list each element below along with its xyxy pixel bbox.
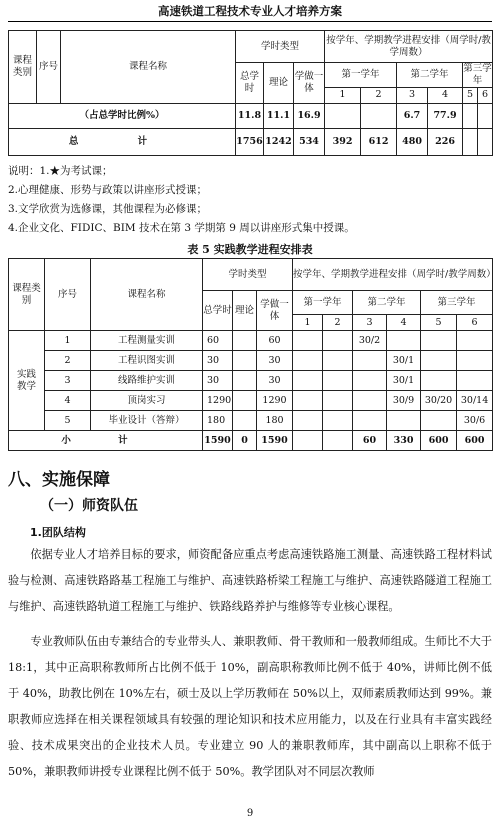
note-3: 3.文学欣赏为选修课，其他课程为必修课； — [8, 203, 208, 215]
semester-cell — [293, 371, 323, 391]
practice-hours-cell: 1290 — [257, 391, 293, 411]
header-course-name: 课程名称 — [61, 31, 236, 104]
theory-hours-cell — [233, 351, 257, 371]
semester-cell — [421, 411, 457, 431]
subtotal-row — [9, 431, 493, 451]
table-row — [9, 411, 493, 431]
semester-cell: 30/9 — [387, 391, 421, 411]
course-name-cell: 线路维护实训 — [91, 371, 203, 391]
table-row — [9, 371, 493, 391]
semester-cell — [323, 371, 353, 391]
semester-cell: 30/1 — [387, 371, 421, 391]
semester-6: 6 — [478, 87, 493, 103]
table-row — [9, 331, 493, 351]
semester-cell — [293, 411, 323, 431]
no-cell: 4 — [45, 391, 91, 411]
total-s4: 226 — [428, 128, 463, 155]
theory-hours-cell — [233, 331, 257, 351]
header-hours-type: 学时类型 — [236, 31, 325, 63]
practice-hours-cell: 60 — [257, 331, 293, 351]
ratio-total: 11.8 — [236, 103, 264, 128]
subtotal-practice: 1590 — [257, 431, 293, 451]
ratio-s1 — [325, 103, 361, 128]
total-hours-cell: 30 — [203, 371, 233, 391]
semester-cell — [323, 391, 353, 411]
semester-cell — [293, 331, 323, 351]
semester-2: 2 — [361, 87, 397, 103]
total-s5 — [463, 128, 478, 155]
total-hours-cell: 1290 — [203, 391, 233, 411]
total-hours-cell: 30 — [203, 351, 233, 371]
semester-4: 4 — [428, 87, 463, 103]
semester-cell — [293, 351, 323, 371]
semester-cell — [323, 331, 353, 351]
total-hours-cell: 180 — [203, 411, 233, 431]
theory-hours-cell — [233, 371, 257, 391]
subtotal-s4: 330 — [387, 431, 421, 451]
t5-semester-4: 4 — [387, 315, 421, 331]
table-row — [9, 351, 493, 371]
total-row — [9, 128, 493, 155]
semester-cell: 30/2 — [353, 331, 387, 351]
no-cell: 2 — [45, 351, 91, 371]
ratio-row — [9, 103, 493, 128]
t5-header-no: 序号 — [45, 259, 91, 331]
practice-hours-cell: 180 — [257, 411, 293, 431]
note-1: 说明：1.★为考试课； — [8, 165, 113, 177]
theory-hours-cell — [233, 411, 257, 431]
semester-cell: 30/20 — [421, 391, 457, 411]
course-name-cell: 毕业设计（答辩） — [91, 411, 203, 431]
subtotal-label: 小 计 — [9, 431, 203, 451]
section-heading: 八、实施保障 — [8, 470, 110, 490]
ratio-s2 — [361, 103, 397, 128]
subtotal-s1 — [293, 431, 323, 451]
total-s6 — [478, 128, 493, 155]
paragraph-2: 专业教师队伍由专兼结合的专业带头人、兼职教师、骨干教师和一般教师组成。生师比不大于 18:1，其中正高职称教师所占比例不低于 10%，副高职称教师比例不低于 40%，讲师比例不低于 40%，助教比例在 10%左右，硕士及以上学历教师在 50%以上，双师素质教师达到 99%。兼职教师应选择在相关课程领域具有较强的理论知识和技术应用能力，以及在行业具有丰富实践经验、技术成果突出的企业技术人员。专业建立 90 人的兼职教师库，其中副高以上职称不低于 50%，兼职教师讲授专业课程比例不低于 50%。教学团队对不同层次教师 — [8, 635, 492, 778]
header-category: 课程类别 — [9, 31, 37, 104]
t5-semester-2: 2 — [323, 315, 353, 331]
ratio-s4: 77.9 — [428, 103, 463, 128]
ratio-s6 — [478, 103, 493, 128]
header-year-1: 第一学年 — [325, 63, 397, 88]
semester-cell — [421, 331, 457, 351]
semester-cell — [353, 371, 387, 391]
header-schedule: 按学年、学期教学进程安排（周学时/教学周数） — [325, 31, 493, 63]
subtotal-s2 — [323, 431, 353, 451]
semester-cell — [387, 331, 421, 351]
sub-subsection-heading: 1.团队结构 — [30, 526, 86, 539]
semester-cell — [353, 351, 387, 371]
t5-semester-3: 3 — [353, 315, 387, 331]
semester-cell — [387, 411, 421, 431]
ratio-label: （占总学时比例%） — [9, 103, 236, 128]
course-name-cell: 顶岗实习 — [91, 391, 203, 411]
t5-header-hours-type: 学时类型 — [203, 259, 293, 291]
semester-cell: 30/1 — [387, 351, 421, 371]
course-name-cell: 工程测量实训 — [91, 331, 203, 351]
note-4: 4.企业文化、FIDIC、BIM 技术在第 3 学期第 9 周以讲座形式集中授课。 — [8, 222, 355, 234]
header-practice: 学做一体 — [294, 63, 325, 104]
practice-hours-cell: 30 — [257, 351, 293, 371]
semester-cell — [457, 331, 493, 351]
t5-semester-5: 5 — [421, 315, 457, 331]
subtotal-total: 1590 — [203, 431, 233, 451]
ratio-s3: 6.7 — [397, 103, 428, 128]
subtotal-s5: 600 — [421, 431, 457, 451]
table5-title: 表 5 实践教学进程安排表 — [187, 243, 313, 256]
no-cell: 3 — [45, 371, 91, 391]
ratio-s5 — [463, 103, 478, 128]
note-2: 2.心理健康、形势与政策以讲座形式授课； — [8, 184, 208, 196]
theory-hours-cell — [233, 391, 257, 411]
header-theory: 理论 — [264, 63, 294, 104]
semester-cell — [457, 371, 493, 391]
practice-hours-cell: 30 — [257, 371, 293, 391]
semester-1: 1 — [325, 87, 361, 103]
semester-cell — [293, 391, 323, 411]
t5-semester-1: 1 — [293, 315, 323, 331]
t5-header-year-3: 第三学年 — [421, 291, 493, 315]
header-total: 总学时 — [236, 63, 264, 104]
semester-cell — [353, 411, 387, 431]
t5-header-year-2: 第二学年 — [353, 291, 421, 315]
semester-cell — [421, 351, 457, 371]
semester-cell — [421, 371, 457, 391]
t5-header-practice: 学做一体 — [257, 291, 293, 331]
total-practice: 534 — [294, 128, 325, 155]
total-hours-cell: 60 — [203, 331, 233, 351]
no-cell: 1 — [45, 331, 91, 351]
t5-header-course-name: 课程名称 — [91, 259, 203, 331]
semester-cell — [323, 351, 353, 371]
t5-header-year-1: 第一学年 — [293, 291, 353, 315]
course-table — [8, 30, 493, 156]
table-row — [9, 391, 493, 411]
category-cell: 实践教学 — [9, 331, 45, 431]
header-year-3: 第三学年 — [463, 63, 492, 86]
header-no: 序号 — [37, 31, 61, 104]
ratio-practice: 16.9 — [294, 103, 325, 128]
t5-header-total: 总学时 — [203, 291, 233, 331]
t5-header-schedule: 按学年、学期教学进程安排（周学时/教学周数） — [293, 259, 493, 291]
course-name-cell: 工程识图实训 — [91, 351, 203, 371]
semester-3: 3 — [397, 87, 428, 103]
semester-cell — [323, 411, 353, 431]
page-header-title: 高速铁道工程技术专业人才培养方案 — [158, 4, 342, 18]
no-cell: 5 — [45, 411, 91, 431]
t5-header-category: 课程类别 — [9, 259, 45, 331]
subtotal-s6: 600 — [457, 431, 493, 451]
practice-table — [8, 258, 496, 451]
page-number: 9 — [246, 808, 254, 819]
semester-cell: 30/6 — [457, 411, 493, 431]
subsection-heading: （一）师资队伍 — [40, 498, 138, 514]
total-label: 总 计 — [9, 128, 236, 155]
ratio-theory: 11.1 — [264, 103, 294, 128]
subtotal-theory: 0 — [233, 431, 257, 451]
total-s1: 392 — [325, 128, 361, 155]
t5-semester-6: 6 — [457, 315, 493, 331]
total-s2: 612 — [361, 128, 397, 155]
header-rule — [8, 21, 492, 22]
notes — [8, 162, 355, 238]
semester-cell — [353, 391, 387, 411]
total-theory: 1242 — [264, 128, 294, 155]
t5-header-theory: 理论 — [233, 291, 257, 331]
semester-cell — [457, 351, 493, 371]
semester-5: 5 — [463, 87, 478, 103]
header-year-2: 第二学年 — [397, 63, 463, 88]
practice-table-body — [9, 331, 493, 431]
total-hours: 1756 — [236, 128, 264, 155]
paragraph-1: 依据专业人才培养目标的要求，师资配备应重点考虑高速铁路施工测量、高速铁路工程材料试验与检测、高速铁路路基工程施工与维护、高速铁路桥梁工程施工与维护、高速铁路隧道工程施工与维护、高速铁路轨道工程施工与维护、铁路线路养护与维修等专业核心课程。 — [8, 548, 492, 613]
subtotal-s3: 60 — [353, 431, 387, 451]
semester-cell: 30/14 — [457, 391, 493, 411]
total-s3: 480 — [397, 128, 428, 155]
